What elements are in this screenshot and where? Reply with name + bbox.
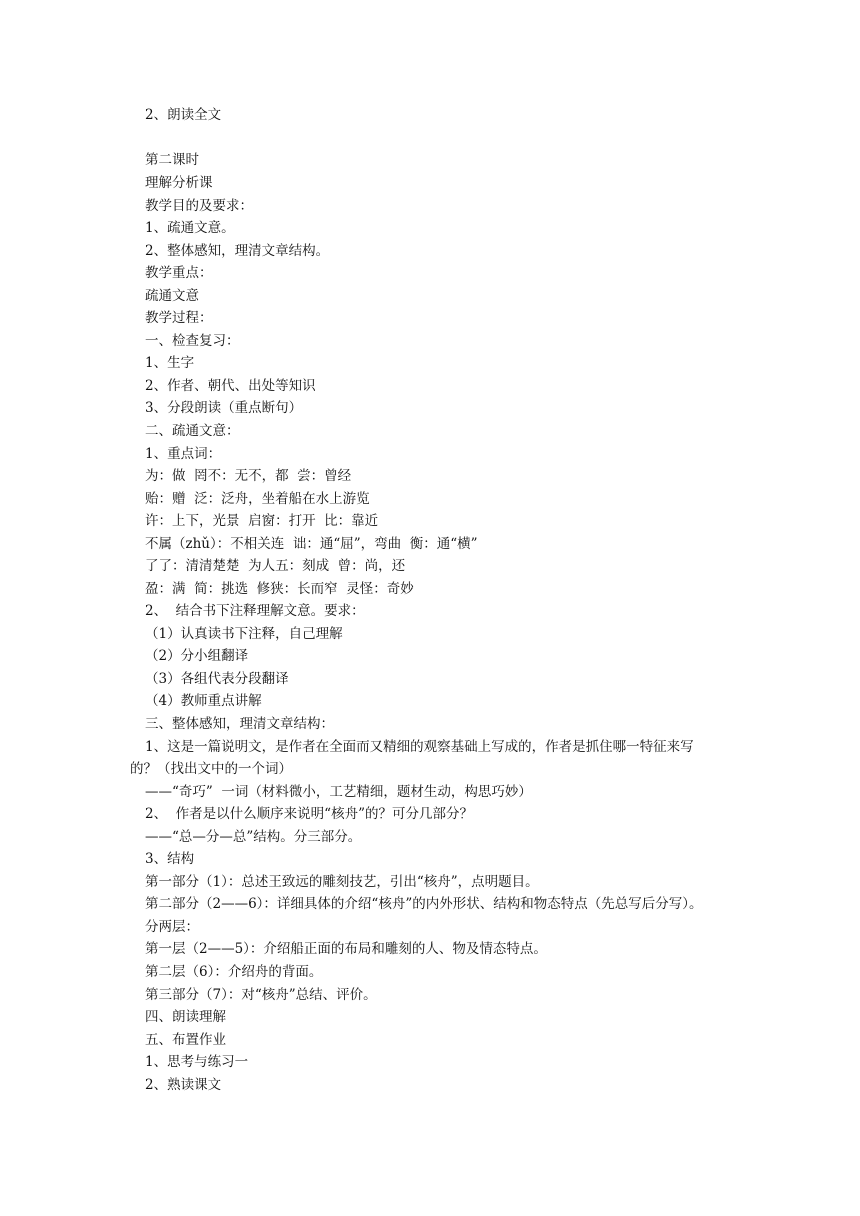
- text-line: 贻：赠 泛：泛舟，坐着船在水上游览: [145, 491, 370, 507]
- text-line: 1、思考与练习一: [145, 1054, 249, 1070]
- text-line: 1、生字: [145, 355, 195, 371]
- text-line: ——“总—分—总”结构。分三部分。: [145, 829, 362, 845]
- text-line: 教学过程：: [145, 310, 213, 326]
- text-line: 第二层（6）：介绍舟的背面。: [145, 964, 323, 980]
- text-line: 的？（找出文中的一个词）: [130, 761, 292, 777]
- text-line: 教学目的及要求：: [145, 198, 253, 214]
- text-line: 不属（zhǔ）：不相关连 诎：通“屈”，弯曲 衡：通“横”: [145, 536, 478, 552]
- text-line: （2）分小组翻译: [145, 648, 249, 664]
- text-line: 第三部分（7）：对“核舟”总结、评价。: [145, 987, 377, 1003]
- text-line: 3、分段朗读（重点断句）: [145, 400, 303, 416]
- text-line: 第二部分（2——6）：详细具体的介绍“核舟”的内外形状、结构和物态特点（先总写后分写）。: [145, 896, 703, 912]
- text-line: 疏通文意: [145, 288, 199, 304]
- text-line: 2、 结合书下注释理解文意。要求：: [145, 603, 365, 619]
- text-line: 三、整体感知，理清文章结构：: [145, 716, 334, 732]
- text-line: 2、整体感知，理清文章结构。: [145, 243, 330, 259]
- text-line: 2、熟读课文: [145, 1077, 222, 1093]
- text-line: ——“奇巧” 一词（材料微小，工艺精细，题材生动，构思巧妙）: [145, 784, 532, 800]
- text-line: 理解分析课: [145, 175, 213, 191]
- text-line: 1、疏通文意。: [145, 220, 235, 236]
- text-line: 1、重点词：: [145, 446, 222, 462]
- text-line: 盈：满 简：挑选 修狭：长而窄 灵怪：奇妙: [145, 581, 414, 597]
- text-line: 第二课时: [145, 152, 199, 168]
- text-line: 第一层（2——5）：介绍船正面的布局和雕刻的人、物及情态特点。: [145, 941, 547, 957]
- text-line: （1）认真读书下注释，自己理解: [145, 626, 343, 642]
- text-line: 四、朗读理解: [145, 1009, 226, 1025]
- text-line: 一、检查复习：: [145, 333, 240, 349]
- text-line: 2、作者、朝代、出处等知识: [145, 378, 316, 394]
- text-line: 许：上下，光景 启窗：打开 比：靠近: [145, 513, 379, 529]
- text-line: （4）教师重点讲解: [145, 693, 262, 709]
- text-line: 分两层：: [145, 919, 199, 935]
- text-line: 1、这是一篇说明文，是作者在全面而又精细的观察基础上写成的，作者是抓住哪一特征来写: [145, 739, 694, 755]
- text-line: 2、 作者是以什么顺序来说明“核舟”的？可分几部分？: [145, 806, 473, 822]
- text-line: （3）各组代表分段翻译: [145, 671, 289, 687]
- text-line: 二、疏通文意：: [145, 423, 240, 439]
- text-line: 2、朗读全文: [145, 107, 222, 123]
- text-line: 为：做 罔不：无不，都 尝：曾经: [145, 468, 352, 484]
- text-line: 教学重点：: [145, 265, 213, 281]
- text-line: 五、布置作业: [145, 1032, 226, 1048]
- text-line: 了了：清清楚楚 为人五：刻成 曾：尚，还: [145, 558, 406, 574]
- text-line: 3、结构: [145, 851, 195, 867]
- text-line: 第一部分（1）：总述王致远的雕刻技艺，引出“核舟”，点明题目。: [145, 874, 539, 890]
